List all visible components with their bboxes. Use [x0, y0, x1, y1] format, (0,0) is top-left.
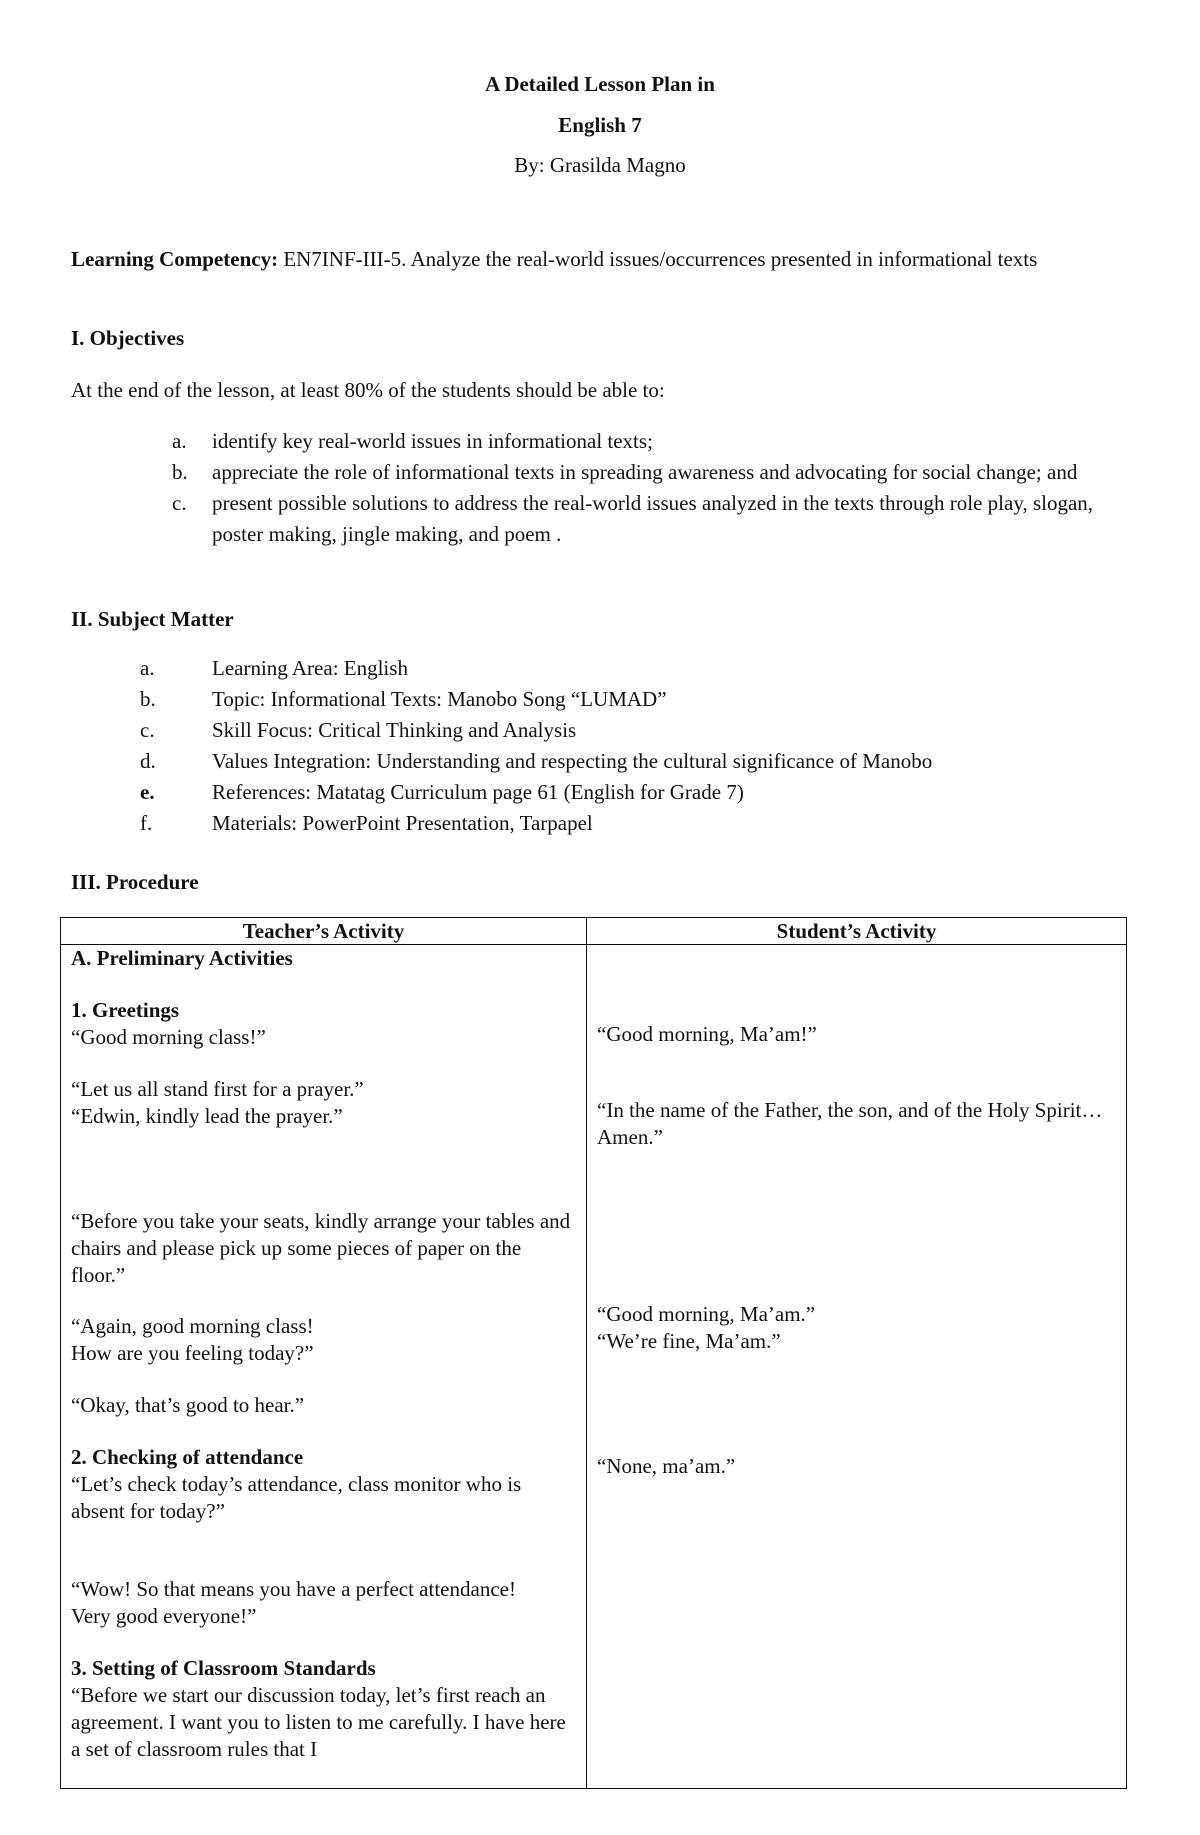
teacher-line: “Edwin, kindly lead the prayer.”	[71, 1104, 343, 1128]
greetings-heading: 1. Greetings	[71, 998, 180, 1022]
list-item: c. present possible solutions to address the real-world issues analyzed in the texts through role play, slogan, poster making, jingle making, and poem .	[172, 491, 1094, 546]
list-item: b. Topic: Informational Texts: Manobo Song “LUMAD”	[140, 687, 667, 711]
subject-matter-list	[140, 653, 1040, 839]
student-column-header: Student’s Activity	[587, 918, 1127, 945]
list-item: d. Values Integration: Understanding and respecting the cultural significance of Manobo	[140, 749, 933, 773]
list-item: a. identify key real-world issues in informational texts;	[172, 429, 653, 453]
teacher-line: “Let’s check today’s attendance, class monitor who is absent for today?”	[71, 1472, 522, 1523]
objectives-heading: I. Objectives	[71, 326, 185, 350]
procedure-heading: III. Procedure	[71, 870, 199, 894]
objectives-intro: At the end of the lesson, at least 80% of the students should be able to:	[71, 378, 665, 402]
document-title: A Detailed Lesson Plan in	[485, 72, 715, 96]
learning-competency	[71, 246, 1121, 272]
author-line: By: Grasilda Magno	[514, 153, 686, 177]
objectives-list	[172, 426, 1132, 550]
student-line: “In the name of the Father, the son, and of the Holy Spirit…Amen.”	[597, 1098, 1103, 1149]
teacher-line: “Wow! So that means you have a perfect attendance!	[71, 1577, 516, 1601]
teacher-line: “Before you take your seats, kindly arrange your tables and chairs and please pick up some pieces of paper on the floor.”	[71, 1209, 571, 1287]
standards-heading: 3. Setting of Classroom Standards	[71, 1656, 376, 1680]
competency-text: EN7INF-III-5. Analyze the real-world issues/occurrences presented in informational texts	[278, 247, 1038, 271]
list-item: b. appreciate the role of informational texts in spreading awareness and advocating for social change; and	[172, 460, 1078, 484]
student-line: “Good morning, Ma’am!”	[597, 1022, 817, 1046]
teacher-line: “Again, good morning class!	[71, 1314, 314, 1338]
teacher-line: How are you feeling today?”	[71, 1341, 314, 1365]
subject-title: English 7	[558, 113, 642, 137]
teacher-column-header: Teacher’s Activity	[61, 918, 587, 945]
teacher-line: “Okay, that’s good to hear.”	[71, 1393, 305, 1417]
subject-matter-heading: II. Subject Matter	[71, 607, 234, 631]
procedure-table	[60, 917, 1127, 1789]
section-a-heading: A. Preliminary Activities	[71, 946, 293, 970]
competency-label: Learning Competency:	[71, 247, 279, 271]
student-line: “We’re fine, Ma’am.”	[597, 1329, 781, 1353]
list-item: e. References: Matatag Curriculum page 61 (English for Grade 7)	[140, 780, 744, 804]
teacher-line: Very good everyone!”	[71, 1604, 257, 1628]
teacher-line: “Good morning class!”	[71, 1025, 266, 1049]
student-activity-cell	[587, 945, 1127, 1789]
student-line: “Good morning, Ma’am.”	[597, 1302, 816, 1326]
teacher-line: “Let us all stand first for a prayer.”	[71, 1077, 364, 1101]
teacher-activity-cell	[61, 945, 587, 1789]
list-item: f. Materials: PowerPoint Presentation, Tarpapel	[140, 811, 593, 835]
student-line: “None, ma’am.”	[597, 1454, 736, 1478]
list-item: c. Skill Focus: Critical Thinking and Analysis	[140, 718, 577, 742]
attendance-heading: 2. Checking of attendance	[71, 1445, 304, 1469]
teacher-line: “Before we start our discussion today, let’s first reach an agreement. I want you to listen to me carefully. I have here a set of classroom rules that I	[71, 1683, 566, 1761]
list-item: a. Learning Area: English	[140, 656, 408, 680]
